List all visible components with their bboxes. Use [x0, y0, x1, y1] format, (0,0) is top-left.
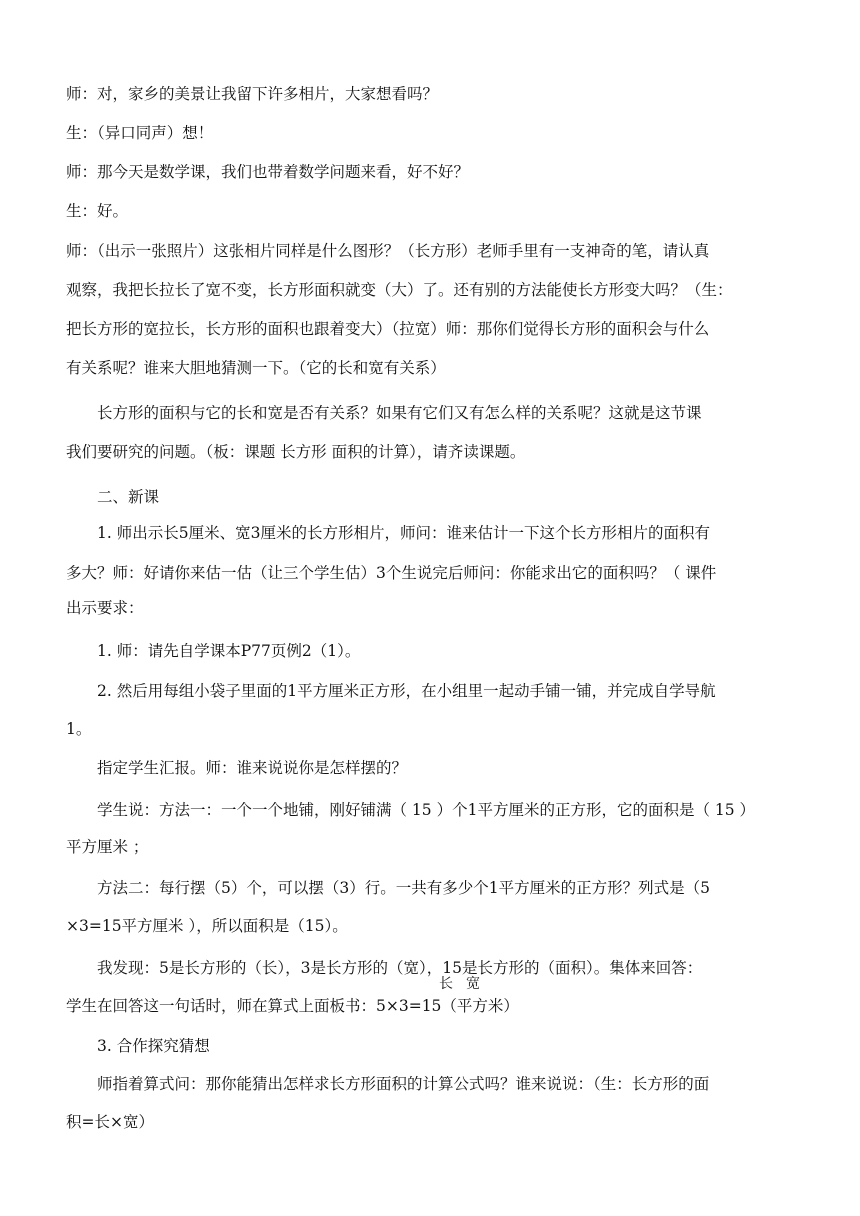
text-line: ×3=15平方厘米 ），所以面积是（15）。: [66, 917, 348, 935]
text-line: 出示要求：: [66, 599, 144, 617]
paragraph-area-formula-answer: [66, 1107, 790, 1138]
text-line: 师：对，家乡的美景让我留下许多相片，大家想看吗？: [66, 85, 439, 103]
paragraph-topic-title: [66, 437, 790, 468]
paragraph-student-report: [66, 753, 821, 784]
text-line: 师：那今天是数学课，我们也带着数学问题来看，好不好？: [66, 163, 470, 181]
text-line: 把长方形的宽拉长，长方形的面积也跟着变大）（拉宽）师：那你们觉得长方形的面积会与什么: [66, 320, 710, 338]
dialogue-line-1: [66, 79, 790, 110]
paragraph-topic-intro: [66, 398, 821, 429]
step-group-activity: [66, 676, 821, 707]
text-line: 有关系呢？谁来大胆地猜测一下。（它的长和宽有关系）: [66, 359, 446, 377]
paragraph-method-one: [66, 795, 821, 826]
text-line: 师：（出示一张照片）这张相片同样是什么图形？（长方形）老师手里有一支神奇的笔，请认真: [66, 242, 710, 260]
text-line: 观察，我把长拉长了宽不变，长方形面积就变（大）了。还有别的方法能使长方形变大吗？（生：: [66, 281, 733, 299]
text-line: 生：（异口同声）想！: [66, 124, 214, 142]
step-self-study: [66, 636, 821, 667]
paragraph-method-two: [66, 873, 821, 904]
text-line: 2. 然后用每组小袋子里面的1平方厘米正方形，在小组里一起动手铺一铺，并完成自学导航: [97, 682, 716, 700]
paragraph-estimate-area: [66, 518, 821, 549]
text-line: 平方厘米 ；: [66, 838, 149, 856]
text-line: 我们要研究的问题。（板：课题 长方形 面积的计算），请齐读课题。: [66, 443, 526, 461]
text-line: 我发现：5是长方形的（长），3是长方形的（宽），15是长方形的（面积）。集体来回答：: [97, 959, 703, 977]
formula-label-length: 长: [439, 976, 453, 992]
text-line: 指定学生汇报。师：谁来说说你是怎样摆的？: [97, 759, 408, 777]
paragraph-photo-discussion: [66, 236, 790, 384]
text-line: 二、新课: [97, 488, 160, 506]
dialogue-line-3: [66, 157, 790, 188]
text-line: 学生说：方法一：一个一个地铺，刚好铺满（ 15 ）个1平方厘米的正方形，它的面积是（ 15 ）: [97, 801, 756, 819]
text-line: 生：好。: [66, 202, 129, 220]
text-line: 1. 师出示长5厘米、宽3厘米的长方形相片，师问：谁来估计一下这个长方形相片的面积有: [97, 524, 710, 542]
text-line: 长方形的面积与它的长和宽是否有关系？如果有它们又有怎么样的关系呢？这就是这节课: [97, 404, 702, 422]
text-line: 方法二：每行摆（5）个，可以摆（3）行。一共有多少个1平方厘米的正方形？列式是（5: [97, 879, 710, 897]
paragraph-area-formula-question: [66, 1069, 821, 1100]
paragraph-estimate-area-continued: [66, 558, 790, 624]
dialogue-line-2: [66, 118, 790, 149]
paragraph-method-two-continued: [66, 911, 790, 942]
text-line: 多大？师：好请你来估一估（让三个学生估）3个生说完后师问：你能求出它的面积吗？（ 课件: [66, 564, 717, 582]
formula-label-width: 宽: [466, 976, 480, 992]
text-line: 师指着算式问：那你能猜出怎样求长方形面积的计算公式吗？谁来说说：（生：长方形的面: [97, 1075, 710, 1093]
dialogue-line-4: [66, 196, 790, 227]
paragraph-method-one-continued: [66, 832, 790, 863]
section-heading-cooperative-guess: [66, 1031, 821, 1062]
paragraph-formula-board: [66, 991, 790, 1022]
section-heading-new-lesson: [66, 482, 821, 513]
text-line: 学生在回答这一句话时，师在算式上面板书：5×3=15（平方米）: [66, 997, 519, 1015]
text-line: 积=长×宽）: [66, 1113, 154, 1131]
text-line: 1. 师：请先自学课本P77页例2（1）。: [97, 642, 361, 660]
text-line: 3. 合作探究猜想: [97, 1037, 210, 1055]
text-line: 1。: [66, 720, 92, 738]
step-group-activity-continued: [66, 714, 790, 745]
